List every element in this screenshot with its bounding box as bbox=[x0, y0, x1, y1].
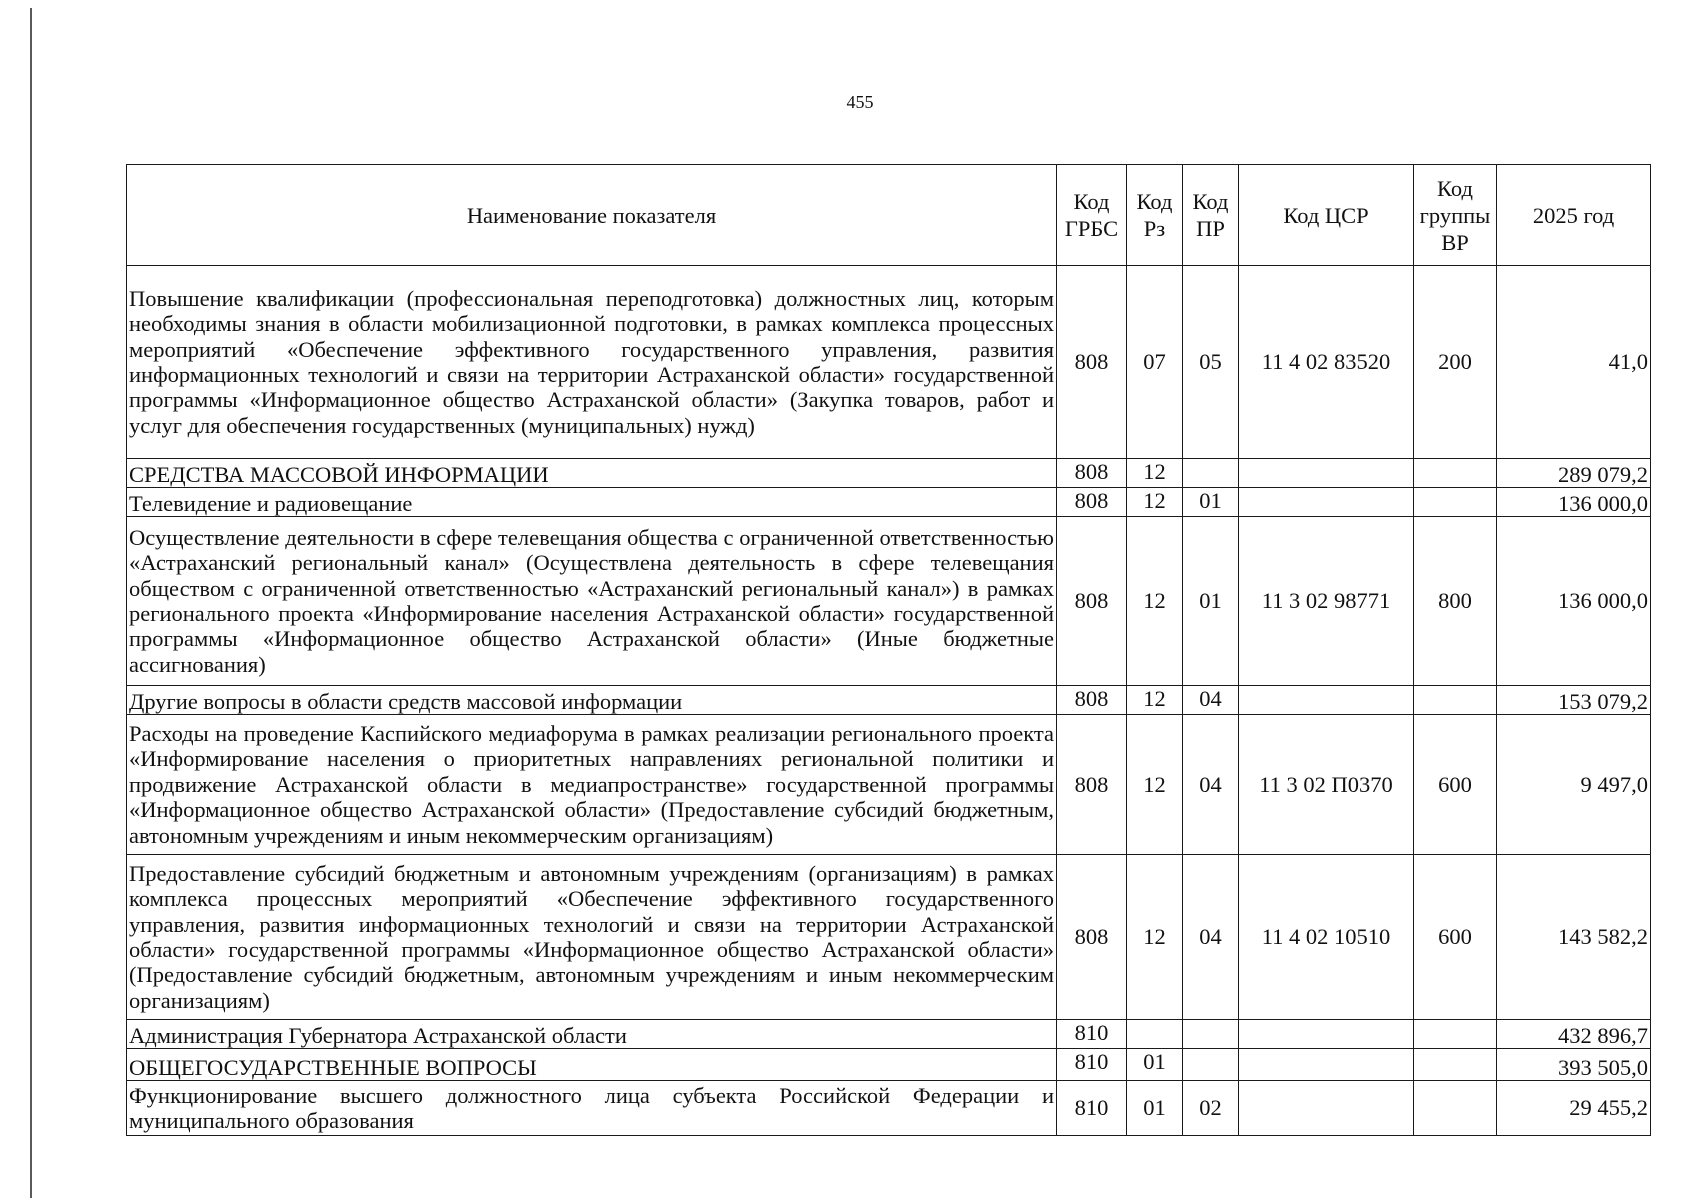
row-pr: 04 bbox=[1183, 855, 1239, 1020]
row-vr bbox=[1414, 1081, 1497, 1136]
row-pr bbox=[1183, 1049, 1239, 1081]
row-vr: 200 bbox=[1414, 266, 1497, 459]
row-pr: 05 bbox=[1183, 266, 1239, 459]
row-amount: 289 079,2 bbox=[1497, 459, 1651, 488]
row-vr bbox=[1414, 488, 1497, 517]
row-csr bbox=[1239, 459, 1414, 488]
table-row bbox=[127, 266, 1651, 459]
row-rz bbox=[1127, 1020, 1183, 1049]
row-vr: 600 bbox=[1414, 715, 1497, 855]
row-name: Повышение квалификации (профессиональная переподготовка) должностных лиц, которым необходимы знания в области мобилизационной подготовки, в рамках комплекса процессных мероприятий «Обеспечение эффективного государственного управления, развития информационных технологий и связи на территории Астраханской области» государственной программы «Информационное общество Астраханской области» (Закупка товаров, работ и услуг для обеспечения государственных (муниципальных) нужд) bbox=[127, 266, 1057, 459]
header-vr: Код группы ВР bbox=[1414, 165, 1497, 266]
row-grbs: 808 bbox=[1057, 855, 1127, 1020]
table-row bbox=[127, 517, 1651, 686]
row-csr bbox=[1239, 1020, 1414, 1049]
row-vr bbox=[1414, 1049, 1497, 1081]
row-name: Расходы на проведение Каспийского медиафорума в рамках реализации регионального проекта «Информирование населения о приоритетных направлениях региональной политики и продвижение Астраханской области в медиапространстве» государственной программы «Информационное общество Астраханской области» (Предоставление субсидий бюджетным, автономным учреждениям и иным некоммерческим организациям) bbox=[127, 715, 1057, 855]
row-amount: 29 455,2 bbox=[1497, 1081, 1651, 1136]
row-pr: 01 bbox=[1183, 488, 1239, 517]
row-grbs: 808 bbox=[1057, 488, 1127, 517]
row-rz: 01 bbox=[1127, 1081, 1183, 1136]
row-csr bbox=[1239, 686, 1414, 715]
row-grbs: 810 bbox=[1057, 1020, 1127, 1049]
row-name: Осуществление деятельности в сфере телевещания общества с ограниченной ответственностью «Астраханский региональный канал» (Осуществлена деятельность в сфере телевещания обществом с ограниченной ответственностью «Астраханский региональный канал») в рамках регионального проекта «Информирование населения Астраханской области» государственной программы «Информационное общество Астраханской области» (Иные бюджетные ассигнования) bbox=[127, 517, 1057, 686]
row-amount: 143 582,2 bbox=[1497, 855, 1651, 1020]
row-vr: 600 bbox=[1414, 855, 1497, 1020]
row-amount: 153 079,2 bbox=[1497, 686, 1651, 715]
row-pr: 02 bbox=[1183, 1081, 1239, 1136]
table-row bbox=[127, 1049, 1651, 1081]
row-rz: 01 bbox=[1127, 1049, 1183, 1081]
header-name: Наименование показателя bbox=[127, 165, 1057, 266]
row-vr bbox=[1414, 686, 1497, 715]
row-rz: 07 bbox=[1127, 266, 1183, 459]
page-number: 455 bbox=[846, 92, 874, 112]
row-grbs: 808 bbox=[1057, 266, 1127, 459]
row-grbs: 810 bbox=[1057, 1081, 1127, 1136]
header-year: 2025 год bbox=[1497, 165, 1651, 266]
row-pr: 01 bbox=[1183, 517, 1239, 686]
table-row bbox=[127, 1081, 1651, 1136]
table-row bbox=[127, 488, 1651, 517]
row-amount: 136 000,0 bbox=[1497, 488, 1651, 517]
row-name: Телевидение и радиовещание bbox=[127, 488, 1057, 517]
row-vr bbox=[1414, 1020, 1497, 1049]
table-row bbox=[127, 459, 1651, 488]
table-row bbox=[127, 686, 1651, 715]
table-row bbox=[127, 855, 1651, 1020]
row-csr bbox=[1239, 488, 1414, 517]
row-name: Администрация Губернатора Астраханской области bbox=[127, 1020, 1057, 1049]
row-amount: 41,0 bbox=[1497, 266, 1651, 459]
row-grbs: 808 bbox=[1057, 715, 1127, 855]
row-csr bbox=[1239, 1081, 1414, 1136]
row-pr bbox=[1183, 1020, 1239, 1049]
row-amount: 393 505,0 bbox=[1497, 1049, 1651, 1081]
table-header-row bbox=[127, 165, 1651, 266]
row-vr bbox=[1414, 459, 1497, 488]
row-pr: 04 bbox=[1183, 686, 1239, 715]
row-pr bbox=[1183, 459, 1239, 488]
row-csr: 11 4 02 83520 bbox=[1239, 266, 1414, 459]
row-name: ОБЩЕГОСУДАРСТВЕННЫЕ ВОПРОСЫ bbox=[127, 1049, 1057, 1081]
table-row bbox=[127, 1020, 1651, 1049]
row-rz: 12 bbox=[1127, 715, 1183, 855]
header-csr: Код ЦСР bbox=[1239, 165, 1414, 266]
row-vr: 800 bbox=[1414, 517, 1497, 686]
row-rz: 12 bbox=[1127, 459, 1183, 488]
row-name: Предоставление субсидий бюджетным и автономным учреждениям (организациям) в рамках комплекса процессных мероприятий «Обеспечение эффективного государственного управления, развития информационных технологий и связи на территории Астраханской области» государственной программы «Информационное общество Астраханской области» (Предоставление субсидий бюджетным, автономным учреждениям и иным некоммерческим организациям) bbox=[127, 855, 1057, 1020]
row-rz: 12 bbox=[1127, 855, 1183, 1020]
row-rz: 12 bbox=[1127, 517, 1183, 686]
header-rz: Код Рз bbox=[1127, 165, 1183, 266]
header-grbs: Код ГРБС bbox=[1057, 165, 1127, 266]
row-amount: 432 896,7 bbox=[1497, 1020, 1651, 1049]
row-csr bbox=[1239, 1049, 1414, 1081]
row-rz: 12 bbox=[1127, 488, 1183, 517]
header-pr: Код ПР bbox=[1183, 165, 1239, 266]
row-csr: 11 3 02 98771 bbox=[1239, 517, 1414, 686]
row-grbs: 808 bbox=[1057, 459, 1127, 488]
row-grbs: 808 bbox=[1057, 686, 1127, 715]
row-csr: 11 3 02 П0370 bbox=[1239, 715, 1414, 855]
row-name: СРЕДСТВА МАССОВОЙ ИНФОРМАЦИИ bbox=[127, 459, 1057, 488]
row-name: Функционирование высшего должностного лица субъекта Российской Федерации и муниципального образования bbox=[127, 1081, 1057, 1136]
row-pr: 04 bbox=[1183, 715, 1239, 855]
binding-line bbox=[30, 8, 32, 1198]
row-grbs: 808 bbox=[1057, 517, 1127, 686]
row-amount: 9 497,0 bbox=[1497, 715, 1651, 855]
row-grbs: 810 bbox=[1057, 1049, 1127, 1081]
table-row bbox=[127, 715, 1651, 855]
row-csr: 11 4 02 10510 bbox=[1239, 855, 1414, 1020]
budget-table bbox=[126, 164, 1651, 1136]
row-amount: 136 000,0 bbox=[1497, 517, 1651, 686]
row-rz: 12 bbox=[1127, 686, 1183, 715]
row-name: Другие вопросы в области средств массовой информации bbox=[127, 686, 1057, 715]
